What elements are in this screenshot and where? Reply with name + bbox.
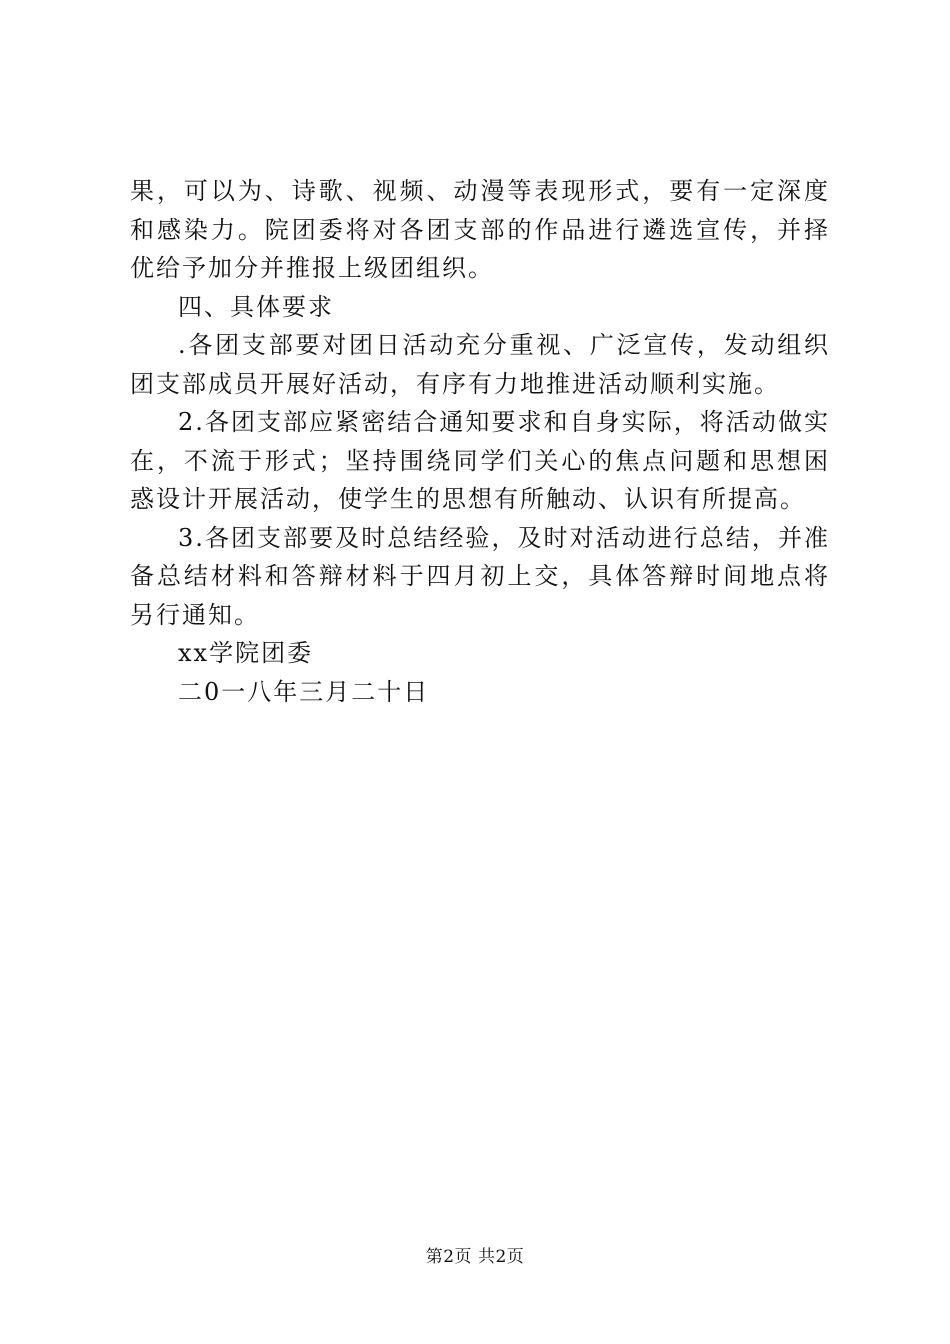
page-number-footer: 第2页 共2页 xyxy=(425,1247,525,1267)
requirement-item-1: .各团支部要对团日活动充分重视、广泛宣传，发动组织团支部成员开展好活动，有序有力地推进活动顺利实施。 xyxy=(130,331,830,398)
paragraph-continuation: 果，可以为、诗歌、视频、动漫等表现形式，要有一定深度和感染力。院团委将对各团支部的作品进行遴选宣传，并择优给予加分并推报上级团组织。 xyxy=(130,177,830,282)
signature-date: 二0一八年三月二十日 xyxy=(178,677,430,706)
document-body xyxy=(130,172,830,711)
requirement-item-2: 2.各团支部应紧密结合通知要求和自身实际，将活动做实在，不流于形式；坚持围绕同学们关心的焦点问题和思想困惑设计开展活动，使学生的思想有所触动、认识有所提高。 xyxy=(130,408,830,513)
section-heading-requirements: 四、具体要求 xyxy=(178,292,334,321)
signature-organization: xx学院团委 xyxy=(178,639,314,667)
requirement-item-3: 3.各团支部要及时总结经验，及时对活动进行总结，并准备总结材料和答辩材料于四月初上交，具体答辩时间地点将另行通知。 xyxy=(130,523,830,629)
